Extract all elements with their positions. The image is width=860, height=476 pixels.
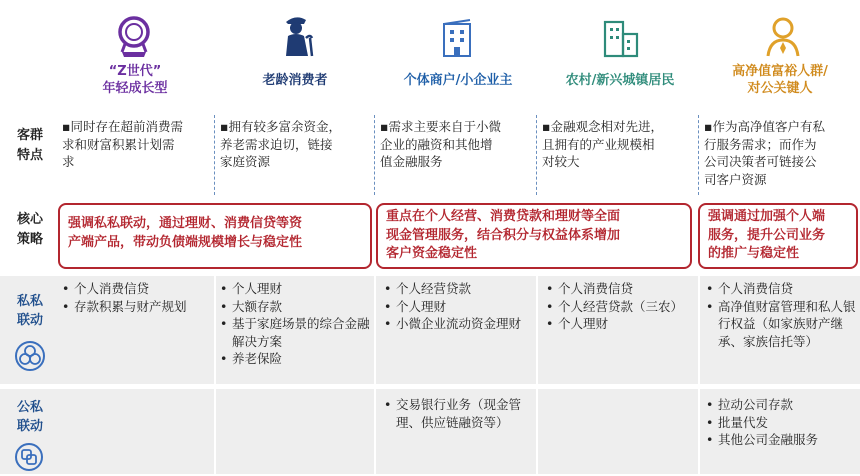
private-list-rural xyxy=(546,280,696,333)
private-list-sme xyxy=(384,280,534,333)
office-building-icon xyxy=(440,18,476,62)
list-item: • 个人理财 xyxy=(546,315,696,333)
private-list-elderly xyxy=(220,280,372,368)
row-label-public-link: 公私 联动 xyxy=(16,400,43,434)
list-item: • 个人消费信贷 xyxy=(706,280,856,298)
vip-person-icon xyxy=(764,14,802,62)
col-divider xyxy=(698,115,699,195)
smiley-badge-icon xyxy=(116,14,152,62)
band-divider xyxy=(698,276,700,474)
list-item: • 大额存款 xyxy=(220,298,372,316)
list-item: • 交易银行业务（现金管理、供应链融资等） xyxy=(384,396,534,431)
list-item: • 高净值财富管理和私人银行权益（如家族财产继承、家族信托等） xyxy=(706,298,856,351)
list-item: • 个人经营贷款（三农） xyxy=(546,298,696,316)
strategy-box-sme-rural: 重点在个人经营、消费贷款和理财等全面 现金管理服务，结合积分与权益体系增加 客户资金稳定性 xyxy=(376,203,692,269)
segment-title-elderly: 老龄消费者 xyxy=(262,73,328,88)
traits-cell-sme: ▪需求主要来自于小微 企业的融资和其他增 值金融服务 xyxy=(380,119,501,169)
traits-cell-gen-z: ▪同时存在超前消费需 求和财富积累计划需 求 xyxy=(62,119,183,169)
strategy-box-private: 强调私私联动，通过理财、消费信贷等资 产端产品，带动负债端规模增长与稳定性 xyxy=(58,203,372,269)
list-item: • 个人经营贷款 xyxy=(384,280,534,298)
three-circles-link-icon xyxy=(14,340,46,376)
traits-cell-hnw: ▪作为高净值客户有私 行服务需求；而作为 公司决策者可链接公 司客户资源 xyxy=(704,119,825,187)
segment-title-rural: 农村/新兴城镇居民 xyxy=(565,73,675,88)
col-divider xyxy=(374,115,375,195)
list-item: • 存款积累与财产规划 xyxy=(62,298,212,316)
band-divider xyxy=(536,276,538,474)
private-list-gen-z xyxy=(62,280,212,315)
band-divider xyxy=(214,276,216,474)
two-squares-link-icon xyxy=(14,442,44,476)
list-item: • 个人消费信贷 xyxy=(546,280,696,298)
list-item: • 批量代发 xyxy=(706,414,856,432)
list-item: • 其他公司金融服务 xyxy=(706,431,856,449)
segment-title-hnw: 高净值富裕人群/ 对公关键人 xyxy=(732,64,828,96)
elderly-person-icon xyxy=(278,12,318,62)
traits-cell-rural: ▪金融观念相对先进， 且拥有的产业规模相 对较大 xyxy=(542,119,663,169)
public-list-sme xyxy=(384,396,534,431)
list-item: • 个人理财 xyxy=(384,298,534,316)
col-divider xyxy=(214,115,215,195)
list-item: • 个人消费信贷 xyxy=(62,280,212,298)
list-item: • 基于家庭场景的综合金融解决方案 xyxy=(220,315,372,350)
list-item: • 小微企业流动资金理财 xyxy=(384,315,534,333)
row-label-private-link: 私私 联动 xyxy=(16,294,43,328)
list-item: • 个人理财 xyxy=(220,280,372,298)
traits-cell-elderly: ▪拥有较多富余资金， 养老需求迫切，链接 家庭资源 xyxy=(220,119,341,169)
private-list-hnw xyxy=(706,280,856,350)
band-divider xyxy=(374,276,376,474)
public-list-hnw xyxy=(706,396,856,449)
segment-title-gen-z: “Z世代” 年轻成长型 xyxy=(102,64,168,96)
col-divider xyxy=(536,115,537,195)
row-label-traits: 客群 特点 xyxy=(16,128,43,163)
row-label-strategy: 核心 策略 xyxy=(16,212,43,247)
strategy-box-hnw: 强调通过加强个人端 服务，提升公司业务 的推广与稳定性 xyxy=(698,203,858,269)
segment-title-sme: 个体商户/小企业主 xyxy=(403,73,513,88)
list-item: • 拉动公司存款 xyxy=(706,396,856,414)
town-buildings-icon xyxy=(602,18,640,62)
list-item: • 养老保险 xyxy=(220,350,372,368)
